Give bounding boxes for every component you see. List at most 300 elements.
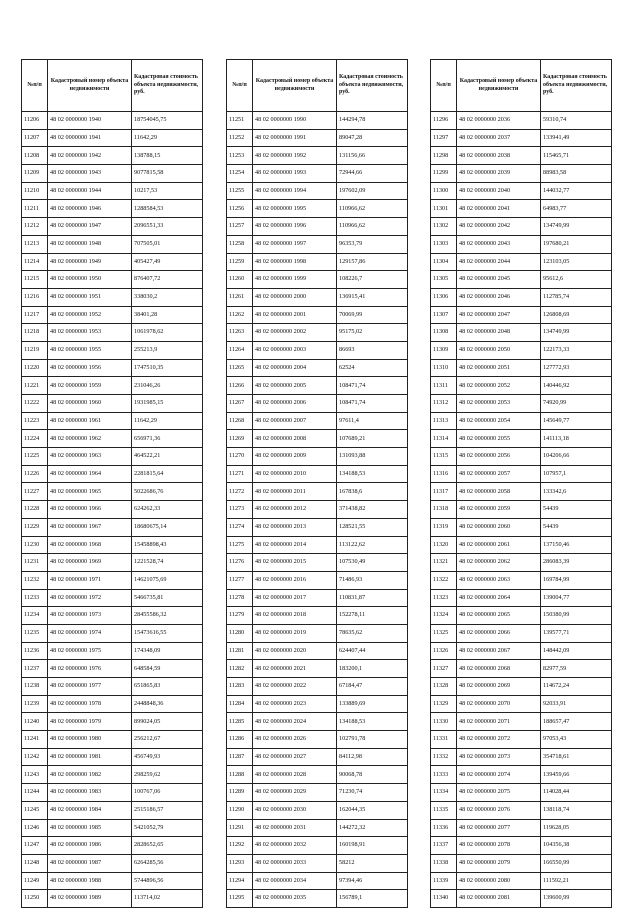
cadastral-value: 107530,49 — [337, 554, 408, 572]
row-number: 11271 — [227, 465, 253, 483]
cadastral-value: 18680675,14 — [132, 518, 203, 536]
row-number: 11218 — [22, 324, 48, 342]
table-row — [22, 660, 203, 678]
row-number: 11333 — [431, 766, 457, 784]
cadastral-number: 48 02 0000000 2060 — [457, 518, 541, 536]
table-row — [227, 359, 408, 377]
row-number: 11252 — [227, 129, 253, 147]
row-number: 11225 — [22, 448, 48, 466]
table-header — [431, 60, 612, 112]
table-row — [227, 589, 408, 607]
table-row — [227, 165, 408, 183]
cadastral-number: 48 02 0000000 2003 — [253, 341, 337, 359]
row-number: 11238 — [22, 678, 48, 696]
cadastral-value: 115465,71 — [541, 147, 612, 165]
cadastral-value: 15458898,43 — [132, 536, 203, 554]
row-number: 11209 — [22, 165, 48, 183]
cadastral-value: 6264285,56 — [132, 854, 203, 872]
cadastral-number: 48 02 0000000 2001 — [253, 306, 337, 324]
cadastral-number: 48 02 0000000 1943 — [48, 165, 132, 183]
cadastral-value: 2448848,36 — [132, 695, 203, 713]
cadastral-number: 48 02 0000000 2010 — [253, 465, 337, 483]
cadastral-number: 48 02 0000000 1951 — [48, 288, 132, 306]
row-number: 11273 — [227, 501, 253, 519]
row-number: 11249 — [22, 872, 48, 890]
row-number: 11241 — [22, 731, 48, 749]
row-number: 11306 — [431, 288, 457, 306]
table-row — [431, 607, 612, 625]
row-number: 11281 — [227, 642, 253, 660]
cadastral-number: 48 02 0000000 1986 — [48, 837, 132, 855]
table-row — [22, 341, 203, 359]
table-row — [227, 129, 408, 147]
header-num: №п/п — [22, 60, 48, 112]
row-number: 11322 — [431, 571, 457, 589]
cadastral-number: 48 02 0000000 1949 — [48, 253, 132, 271]
row-number: 11288 — [227, 766, 253, 784]
table-row — [431, 147, 612, 165]
cadastral-number: 48 02 0000000 2058 — [457, 483, 541, 501]
cadastral-number: 48 02 0000000 1971 — [48, 571, 132, 589]
cadastral-value: 95175,02 — [337, 324, 408, 342]
cadastral-value: 139004,77 — [541, 589, 612, 607]
cadastral-value: 10217,53 — [132, 182, 203, 200]
cadastral-value: 92033,91 — [541, 695, 612, 713]
header-num: №п/п — [431, 60, 457, 112]
cadastral-number: 48 02 0000000 2006 — [253, 395, 337, 413]
row-number: 11239 — [22, 695, 48, 713]
cadastral-value: 72944,66 — [337, 165, 408, 183]
row-number: 11317 — [431, 483, 457, 501]
cadastral-number: 48 02 0000000 2019 — [253, 624, 337, 642]
cadastral-value: 97611,4 — [337, 412, 408, 430]
cadastral-value: 54439 — [541, 501, 612, 519]
table-row — [431, 801, 612, 819]
table-row — [227, 377, 408, 395]
cadastral-value: 95612,6 — [541, 271, 612, 289]
row-number: 11318 — [431, 501, 457, 519]
row-number: 11338 — [431, 854, 457, 872]
cadastral-number: 48 02 0000000 2017 — [253, 589, 337, 607]
cadastral-table-1 — [21, 59, 203, 908]
cadastral-number: 48 02 0000000 2076 — [457, 801, 541, 819]
table-row — [22, 271, 203, 289]
cadastral-value: 108226,7 — [337, 271, 408, 289]
row-number: 11256 — [227, 200, 253, 218]
cadastral-value: 231046,26 — [132, 377, 203, 395]
cadastral-value: 90068,78 — [337, 766, 408, 784]
cadastral-value: 18754045,75 — [132, 112, 203, 130]
cadastral-number: 48 02 0000000 2078 — [457, 837, 541, 855]
cadastral-value: 104206,66 — [541, 448, 612, 466]
cadastral-number: 48 02 0000000 2039 — [457, 165, 541, 183]
row-number: 11261 — [227, 288, 253, 306]
row-number: 11229 — [22, 518, 48, 536]
cadastral-value: 11642,29 — [132, 412, 203, 430]
cadastral-number: 48 02 0000000 1948 — [48, 235, 132, 253]
table-row — [22, 766, 203, 784]
table-row — [22, 324, 203, 342]
cadastral-value: 9077815,58 — [132, 165, 203, 183]
row-number: 11320 — [431, 536, 457, 554]
row-number: 11213 — [22, 235, 48, 253]
row-number: 11305 — [431, 271, 457, 289]
cadastral-value: 188657,47 — [541, 713, 612, 731]
row-number: 11255 — [227, 182, 253, 200]
cadastral-value: 102791,78 — [337, 731, 408, 749]
table-row — [22, 129, 203, 147]
row-number: 11289 — [227, 784, 253, 802]
cadastral-number: 48 02 0000000 2073 — [457, 748, 541, 766]
cadastral-number: 48 02 0000000 1947 — [48, 218, 132, 236]
row-number: 11310 — [431, 359, 457, 377]
cadastral-value: 14621075,69 — [132, 571, 203, 589]
cadastral-value: 5744896,56 — [132, 872, 203, 890]
cadastral-number: 48 02 0000000 2004 — [253, 359, 337, 377]
table-row — [22, 554, 203, 572]
row-number: 11330 — [431, 713, 457, 731]
table-row — [227, 536, 408, 554]
table-row — [431, 306, 612, 324]
cadastral-value: 707505,01 — [132, 235, 203, 253]
table-row — [22, 748, 203, 766]
table-row — [227, 695, 408, 713]
row-number: 11325 — [431, 624, 457, 642]
row-number: 11290 — [227, 801, 253, 819]
table-row — [227, 713, 408, 731]
cadastral-value: 624262,33 — [132, 501, 203, 519]
table-row — [227, 271, 408, 289]
table-row — [227, 182, 408, 200]
cadastral-value: 71486,93 — [337, 571, 408, 589]
cadastral-number: 48 02 0000000 1973 — [48, 607, 132, 625]
row-number: 11332 — [431, 748, 457, 766]
row-number: 11298 — [431, 147, 457, 165]
table-row — [22, 395, 203, 413]
row-number: 11286 — [227, 731, 253, 749]
table-row — [431, 713, 612, 731]
cadastral-value: 286083,39 — [541, 554, 612, 572]
row-number: 11293 — [227, 854, 253, 872]
cadastral-value: 110966,62 — [337, 200, 408, 218]
cadastral-value: 624407,44 — [337, 642, 408, 660]
cadastral-value: 2515186,57 — [132, 801, 203, 819]
cadastral-number: 48 02 0000000 2040 — [457, 182, 541, 200]
row-number: 11296 — [431, 112, 457, 130]
row-number: 11253 — [227, 147, 253, 165]
table-row — [431, 377, 612, 395]
row-number: 11246 — [22, 819, 48, 837]
table-row — [22, 536, 203, 554]
cadastral-value: 354718,61 — [541, 748, 612, 766]
table-row — [227, 819, 408, 837]
cadastral-number: 48 02 0000000 2054 — [457, 412, 541, 430]
row-number: 11327 — [431, 660, 457, 678]
table-row — [431, 395, 612, 413]
table-row — [22, 501, 203, 519]
cadastral-value: 456749,93 — [132, 748, 203, 766]
table-row — [431, 784, 612, 802]
row-number: 11210 — [22, 182, 48, 200]
cadastral-number: 48 02 0000000 1956 — [48, 359, 132, 377]
table-row — [227, 660, 408, 678]
cadastral-number: 48 02 0000000 2033 — [253, 854, 337, 872]
table-header — [22, 60, 203, 112]
cadastral-value: 104356,38 — [541, 837, 612, 855]
row-number: 11334 — [431, 784, 457, 802]
cadastral-value: 148442,09 — [541, 642, 612, 660]
cadastral-number: 48 02 0000000 2043 — [457, 235, 541, 253]
cadastral-number: 48 02 0000000 2068 — [457, 660, 541, 678]
row-number: 11234 — [22, 607, 48, 625]
cadastral-number: 48 02 0000000 1960 — [48, 395, 132, 413]
cadastral-number: 48 02 0000000 2012 — [253, 501, 337, 519]
table-row — [22, 377, 203, 395]
cadastral-value: 110831,87 — [337, 589, 408, 607]
cadastral-number: 48 02 0000000 2080 — [457, 872, 541, 890]
row-number: 11267 — [227, 395, 253, 413]
cadastral-value: 112785,74 — [541, 288, 612, 306]
table-row — [22, 589, 203, 607]
cadastral-value: 156789,1 — [337, 890, 408, 908]
cadastral-number: 48 02 0000000 1992 — [253, 147, 337, 165]
cadastral-number: 48 02 0000000 1997 — [253, 235, 337, 253]
cadastral-number: 48 02 0000000 1987 — [48, 854, 132, 872]
table-row — [431, 837, 612, 855]
cadastral-number: 48 02 0000000 1946 — [48, 200, 132, 218]
cadastral-number: 48 02 0000000 2029 — [253, 784, 337, 802]
table-row — [22, 288, 203, 306]
row-number: 11337 — [431, 837, 457, 855]
row-number: 11263 — [227, 324, 253, 342]
cadastral-value: 145649,77 — [541, 412, 612, 430]
table-row — [431, 536, 612, 554]
row-number: 11244 — [22, 784, 48, 802]
table-row — [227, 306, 408, 324]
cadastral-number: 48 02 0000000 1996 — [253, 218, 337, 236]
row-number: 11220 — [22, 359, 48, 377]
cadastral-value: 144294,78 — [337, 112, 408, 130]
row-number: 11266 — [227, 377, 253, 395]
table-row — [227, 731, 408, 749]
cadastral-number: 48 02 0000000 2044 — [457, 253, 541, 271]
row-number: 11295 — [227, 890, 253, 908]
cadastral-number: 48 02 0000000 1984 — [48, 801, 132, 819]
table-body — [22, 112, 203, 908]
row-number: 11219 — [22, 341, 48, 359]
table-row — [431, 766, 612, 784]
cadastral-value: 114028,44 — [541, 784, 612, 802]
row-number: 11314 — [431, 430, 457, 448]
table-row — [22, 218, 203, 236]
table-row — [22, 854, 203, 872]
row-number: 11304 — [431, 253, 457, 271]
cadastral-number: 48 02 0000000 1961 — [48, 412, 132, 430]
cadastral-number: 48 02 0000000 2070 — [457, 695, 541, 713]
row-number: 11331 — [431, 731, 457, 749]
row-number: 11226 — [22, 465, 48, 483]
cadastral-number: 48 02 0000000 2042 — [457, 218, 541, 236]
table-row — [431, 253, 612, 271]
cadastral-number: 48 02 0000000 1966 — [48, 501, 132, 519]
cadastral-value: 129157,86 — [337, 253, 408, 271]
row-number: 11222 — [22, 395, 48, 413]
row-number: 11297 — [431, 129, 457, 147]
cadastral-value: 119628,05 — [541, 819, 612, 837]
row-number: 11328 — [431, 678, 457, 696]
row-number: 11302 — [431, 218, 457, 236]
row-number: 11258 — [227, 235, 253, 253]
row-number: 11270 — [227, 448, 253, 466]
table-row — [431, 854, 612, 872]
table-row — [22, 518, 203, 536]
cadastral-number: 48 02 0000000 2009 — [253, 448, 337, 466]
table-row — [227, 218, 408, 236]
cadastral-value: 74920,99 — [541, 395, 612, 413]
table-row — [22, 200, 203, 218]
table-header — [227, 60, 408, 112]
cadastral-value: 133889,69 — [337, 695, 408, 713]
table-row — [227, 607, 408, 625]
cadastral-number: 48 02 0000000 2002 — [253, 324, 337, 342]
row-number: 11231 — [22, 554, 48, 572]
row-number: 11300 — [431, 182, 457, 200]
cadastral-number: 48 02 0000000 2072 — [457, 731, 541, 749]
row-number: 11265 — [227, 359, 253, 377]
cadastral-number: 48 02 0000000 1952 — [48, 306, 132, 324]
cadastral-number: 48 02 0000000 2069 — [457, 678, 541, 696]
cadastral-value: 648584,59 — [132, 660, 203, 678]
cadastral-number: 48 02 0000000 1974 — [48, 624, 132, 642]
cadastral-number: 48 02 0000000 2028 — [253, 766, 337, 784]
row-number: 11285 — [227, 713, 253, 731]
cadastral-value: 5421052,79 — [132, 819, 203, 837]
cadastral-number: 48 02 0000000 2062 — [457, 554, 541, 572]
table-row — [227, 253, 408, 271]
cadastral-number: 48 02 0000000 2053 — [457, 395, 541, 413]
table-row — [227, 854, 408, 872]
cadastral-number: 48 02 0000000 2020 — [253, 642, 337, 660]
table-row — [22, 182, 203, 200]
cadastral-value: 160198,91 — [337, 837, 408, 855]
table-row — [431, 200, 612, 218]
table-row — [227, 112, 408, 130]
cadastral-value: 371438,82 — [337, 501, 408, 519]
cadastral-value: 97053,43 — [541, 731, 612, 749]
cadastral-number: 48 02 0000000 2071 — [457, 713, 541, 731]
table-row — [22, 412, 203, 430]
cadastral-value: 128521,55 — [337, 518, 408, 536]
table-row — [22, 165, 203, 183]
table-row — [22, 112, 203, 130]
cadastral-number: 48 02 0000000 2014 — [253, 536, 337, 554]
cadastral-value: 183200,1 — [337, 660, 408, 678]
cadastral-number: 48 02 0000000 2059 — [457, 501, 541, 519]
table-row — [22, 713, 203, 731]
row-number: 11233 — [22, 589, 48, 607]
row-number: 11340 — [431, 890, 457, 908]
row-number: 11260 — [227, 271, 253, 289]
row-number: 11307 — [431, 306, 457, 324]
cadastral-number: 48 02 0000000 1983 — [48, 784, 132, 802]
row-number: 11214 — [22, 253, 48, 271]
table-row — [22, 784, 203, 802]
cadastral-number: 48 02 0000000 1942 — [48, 147, 132, 165]
table-row — [22, 430, 203, 448]
cadastral-number: 48 02 0000000 2027 — [253, 748, 337, 766]
cadastral-number: 48 02 0000000 2035 — [253, 890, 337, 908]
cadastral-number: 48 02 0000000 2038 — [457, 147, 541, 165]
cadastral-number: 48 02 0000000 2079 — [457, 854, 541, 872]
row-number: 11242 — [22, 748, 48, 766]
row-number: 11250 — [22, 890, 48, 908]
cadastral-number: 48 02 0000000 1967 — [48, 518, 132, 536]
cadastral-value: 162044,35 — [337, 801, 408, 819]
table-row — [431, 288, 612, 306]
row-number: 11212 — [22, 218, 48, 236]
cadastral-value: 107689,21 — [337, 430, 408, 448]
cadastral-value: 5022686,76 — [132, 483, 203, 501]
cadastral-value: 71230,74 — [337, 784, 408, 802]
cadastral-value: 167838,6 — [337, 483, 408, 501]
row-number: 11227 — [22, 483, 48, 501]
row-number: 11280 — [227, 624, 253, 642]
header-cadastral: Кадастровый номер объекта недвижимости — [457, 60, 541, 112]
row-number: 11248 — [22, 854, 48, 872]
cadastral-value: 100767,06 — [132, 784, 203, 802]
cadastral-number: 48 02 0000000 2064 — [457, 589, 541, 607]
table-row — [431, 448, 612, 466]
row-number: 11315 — [431, 448, 457, 466]
cadastral-number: 48 02 0000000 2021 — [253, 660, 337, 678]
cadastral-value: 464522,21 — [132, 448, 203, 466]
table-row — [227, 288, 408, 306]
cadastral-value: 137150,46 — [541, 536, 612, 554]
cadastral-value: 108471,74 — [337, 395, 408, 413]
cadastral-value: 144032,77 — [541, 182, 612, 200]
cadastral-number: 48 02 0000000 2061 — [457, 536, 541, 554]
row-number: 11243 — [22, 766, 48, 784]
cadastral-number: 48 02 0000000 2051 — [457, 359, 541, 377]
cadastral-value: 152278,11 — [337, 607, 408, 625]
cadastral-number: 48 02 0000000 1940 — [48, 112, 132, 130]
row-number: 11316 — [431, 465, 457, 483]
cadastral-table-2 — [226, 59, 408, 908]
cadastral-value: 89047,28 — [337, 129, 408, 147]
table-row — [431, 430, 612, 448]
cadastral-value: 136915,41 — [337, 288, 408, 306]
cadastral-table-3 — [430, 59, 612, 908]
row-number: 11311 — [431, 377, 457, 395]
cadastral-number: 48 02 0000000 2047 — [457, 306, 541, 324]
cadastral-value: 134749,99 — [541, 324, 612, 342]
row-number: 11232 — [22, 571, 48, 589]
row-number: 11206 — [22, 112, 48, 130]
table-row — [431, 518, 612, 536]
cadastral-number: 48 02 0000000 2011 — [253, 483, 337, 501]
cadastral-number: 48 02 0000000 2026 — [253, 731, 337, 749]
table-row — [22, 147, 203, 165]
cadastral-value: 111592,21 — [541, 872, 612, 890]
cadastral-number: 48 02 0000000 2008 — [253, 430, 337, 448]
row-number: 11336 — [431, 819, 457, 837]
cadastral-value: 1747510,35 — [132, 359, 203, 377]
cadastral-value: 138788,15 — [132, 147, 203, 165]
row-number: 11264 — [227, 341, 253, 359]
row-number: 11228 — [22, 501, 48, 519]
cadastral-value: 134188,53 — [337, 713, 408, 731]
table-row — [227, 465, 408, 483]
